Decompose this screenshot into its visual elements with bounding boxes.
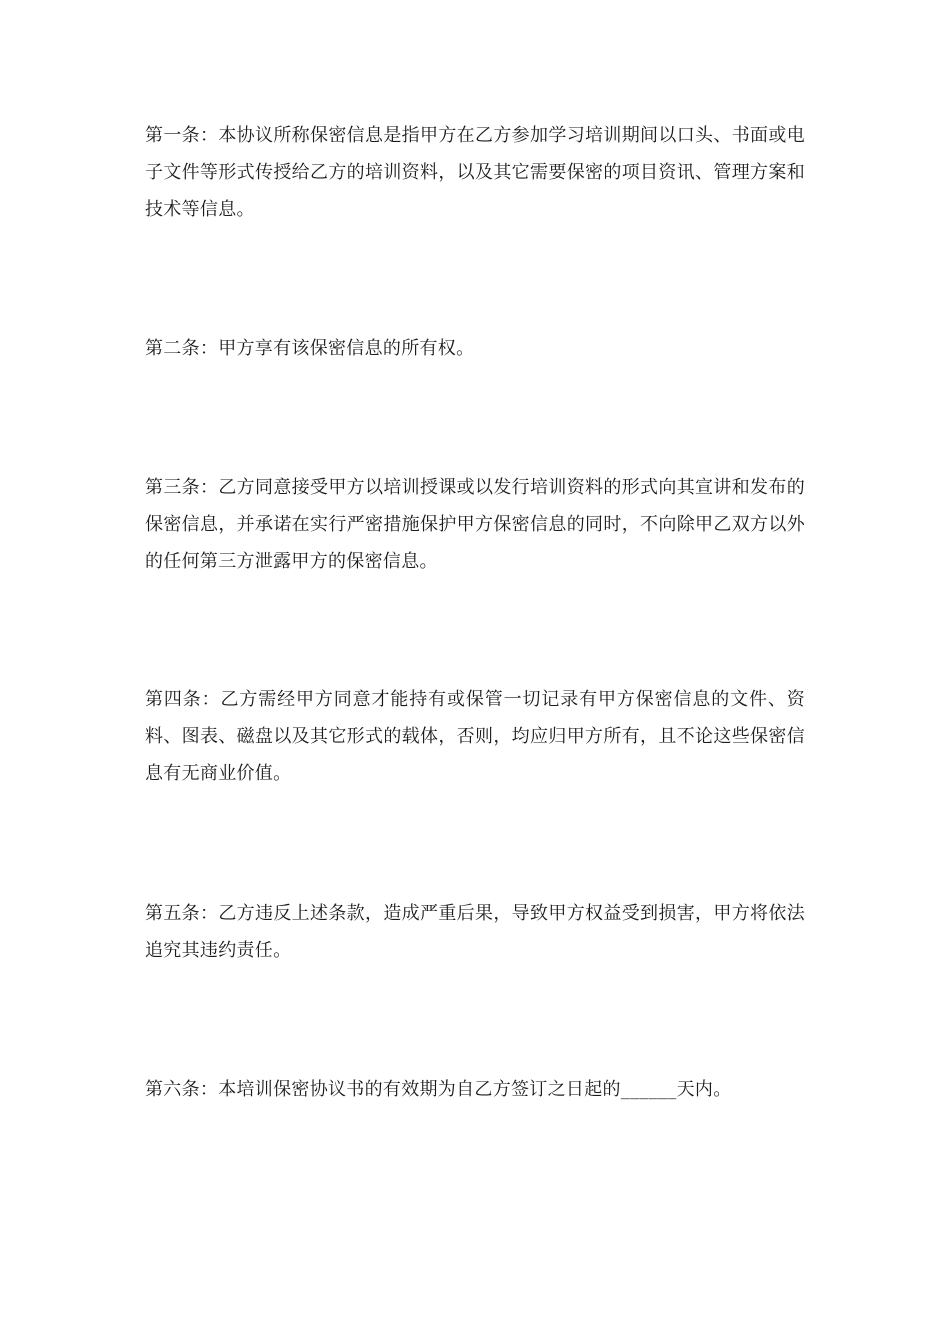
clause-6: 第六条：本培训保密协议书的有效期为自乙方签订之日起的______天内。 (145, 1079, 732, 1100)
clause-3: 第三条：乙方同意接受甲方以培训授课或以发行培训资料的形式向其宣讲和发布的保密信息，并承诺在实行严密措施保护甲方保密信息的同时，不向除甲乙双方以外的任何第三方泄露甲方的保密信息。 (145, 477, 805, 572)
clause-5: 第五条：乙方违反上述条款，造成严重后果，导致甲方权益受到损害，甲方将依法追究其违约责任。 (145, 903, 805, 961)
clause-1: 第一条：本协议所称保密信息是指甲方在乙方参加学习培训期间以口头、书面或电子文件等形式传授给乙方的培训资料，以及其它需要保密的项目资讯、管理方案和技术等信息。 (145, 125, 805, 220)
clause-2: 第二条：甲方享有该保密信息的所有权。 (145, 338, 475, 359)
clause-4: 第四条：乙方需经甲方同意才能持有或保管一切记录有甲方保密信息的文件、资料、图表、磁盘以及其它形式的载体，否则，均应归甲方所有，且不论这些保密信息有无商业价值。 (145, 689, 805, 784)
